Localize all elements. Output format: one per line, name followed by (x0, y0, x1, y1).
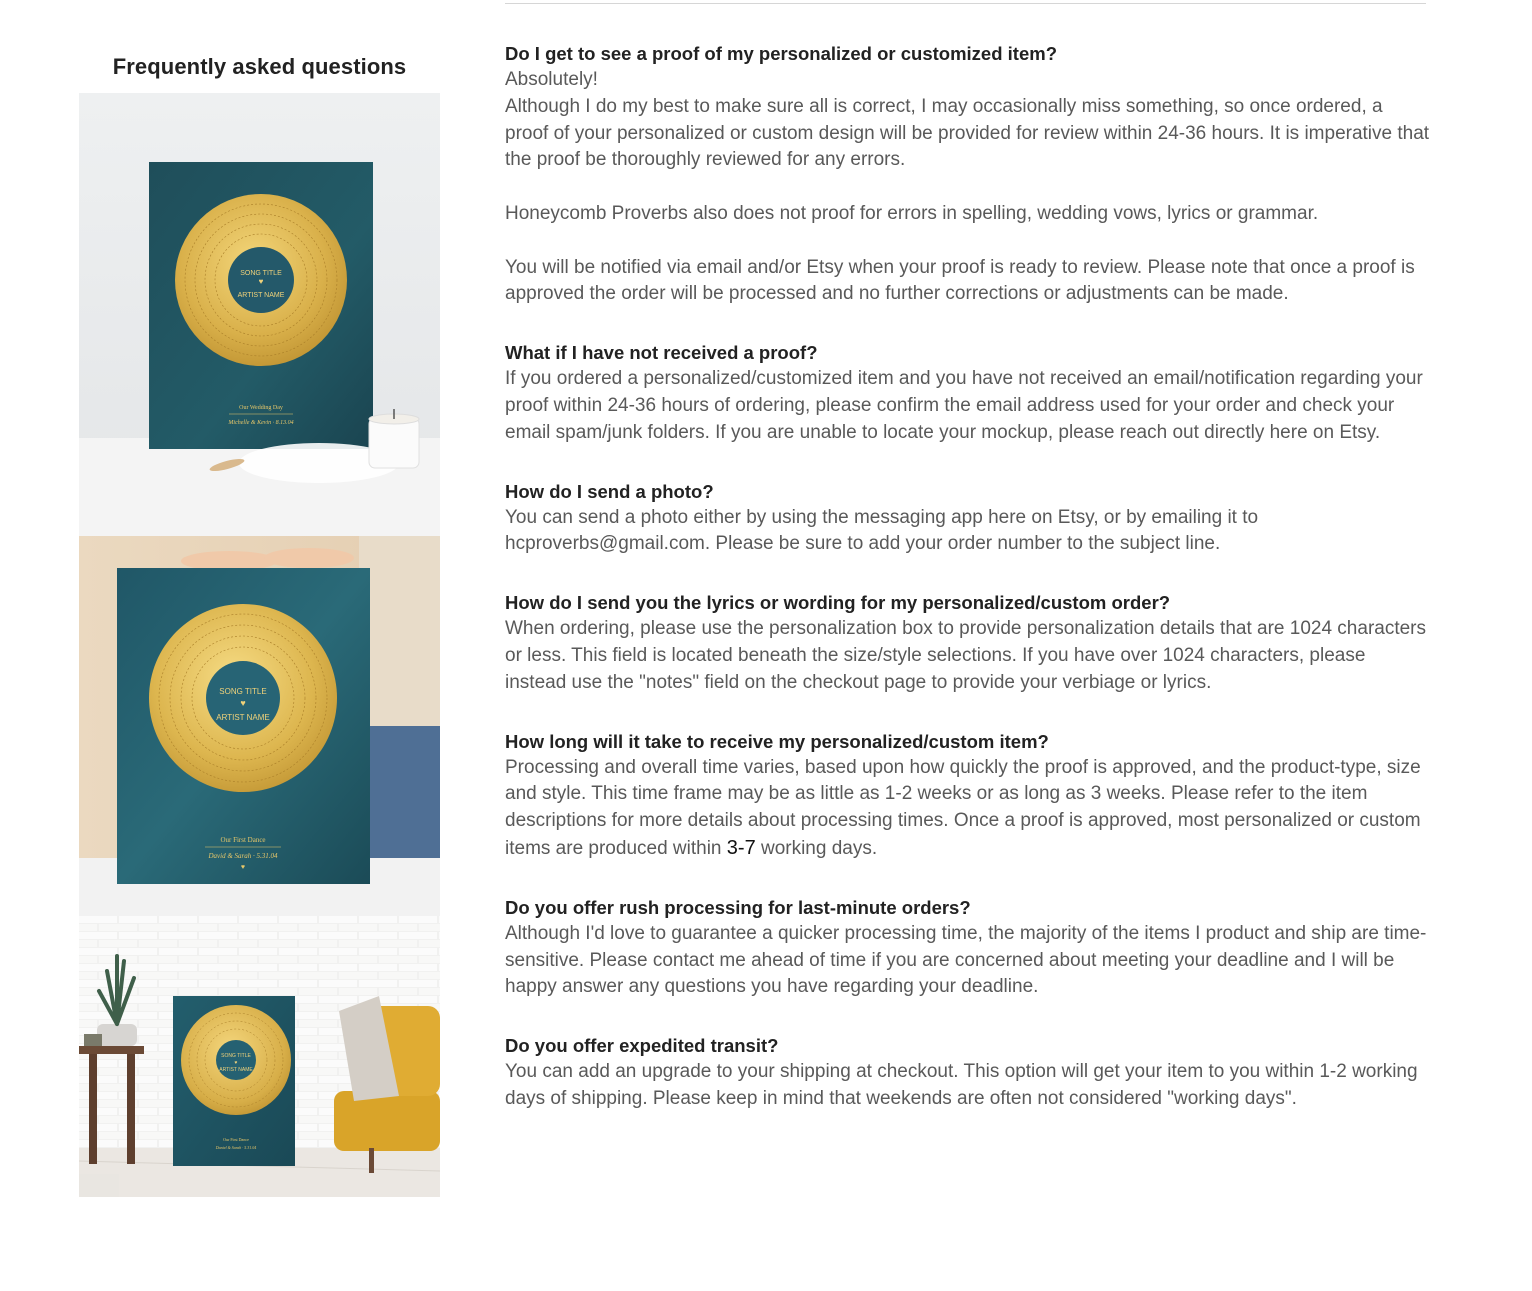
poster-song-title: SONG TITLE (240, 270, 282, 277)
faq-question: Do I get to see a proof of my personalized or customized item? (505, 43, 1058, 64)
poster-caption: Our Wedding Day (239, 405, 283, 411)
poster-names: Michelle & Kevin · 8.13.04 (228, 420, 294, 426)
faq-answer-paragraph: Absolutely! (505, 69, 598, 90)
product-photo-first-dance (79, 536, 440, 916)
faq-list (505, 40, 1430, 1144)
svg-text:♥: ♥ (240, 698, 246, 708)
faq-answer (505, 67, 1430, 308)
photo-gallery (79, 93, 440, 1197)
poster-song-title: SONG TITLE (221, 1053, 251, 1059)
poster-song-title: SONG TITLE (219, 687, 267, 696)
faq-item-send-lyrics (505, 589, 1430, 696)
faq-answer-text: working days. (755, 837, 878, 859)
faq-question: Do you offer expedited transit? (505, 1035, 779, 1057)
faq-answer-paragraph: Honeycomb Proverbs also does not proof for errors in spelling, wedding vows, lyrics or grammar. (505, 202, 1319, 224)
faq-item-rush (505, 894, 1430, 1001)
faq-answer-paragraph: You can send a photo either by using the messaging app here on Etsy, or by emailing it to hcproverbs@gmail.com. Please be sure to add your order number to the subject line. (505, 506, 1259, 555)
faq-question: How long will it take to receive my personalized/custom item? (505, 730, 1049, 752)
poster-artist-name: ARTIST NAME (237, 292, 285, 299)
product-photo-living-room (79, 916, 440, 1197)
faq-answer-paragraph (505, 755, 1430, 863)
faq-item-expedited (505, 1032, 1430, 1113)
faq-answer-paragraph: If you ordered a personalized/customized item and you have not received an email/notification regarding your proof within 24-36 hours of ordering, please confirm the email address used for your order and check your email spam/junk folders. If you are unable to locate your mockup, please reach out directly here on Etsy. (505, 368, 1423, 443)
faq-answer-text: Processing and overall time varies, based upon how quickly the proof is approved, and the product-type, size and style. This time frame may be as little as 1-2 weeks or as long as 3 weeks. Please refer to the item descriptions for more details about processing times. Once a proof is approved, most personalized or custom items are produced within (505, 756, 1421, 859)
faq-answer (505, 921, 1430, 1001)
poster-artist-name: ARTIST NAME (219, 1067, 253, 1073)
svg-text:♥: ♥ (234, 1060, 238, 1066)
faq-item-processing-time (505, 728, 1430, 863)
poster-names: Daniel & Sarah · 5.31.04 (215, 1145, 257, 1150)
product-photo-wedding-day (79, 93, 440, 536)
faq-heading: Frequently asked questions (112, 54, 407, 80)
poster-caption: Our First Dance (223, 1137, 249, 1142)
faq-answer (505, 616, 1430, 696)
faq-answer (505, 505, 1430, 559)
top-divider (505, 3, 1426, 4)
faq-answer-paragraph: Although I do my best to make sure all is correct, I may occasionally miss something, so once ordered, a proof of your personalized or custom design will be provided for review within 24-36 hours. It is imperative that the proof be thoroughly reviewed for any errors. (505, 95, 1430, 171)
faq-answer-highlight: 3-7 (726, 836, 756, 859)
faq-question: How do I send you the lyrics or wording for my personalized/custom order? (505, 592, 1171, 614)
faq-question: How do I send a photo? (505, 480, 714, 502)
faq-question: Do you offer rush processing for last-minute orders? (505, 896, 971, 918)
faq-answer-paragraph: When ordering, please use the personalization box to provide personalization details that are 1024 characters or less. This field is located beneath the size/style selections. If you have over 1024 characters, please instead use the "notes" field on the checkout page to provide your verbiage or lyrics. (505, 618, 1427, 693)
svg-text:♥: ♥ (258, 277, 264, 286)
faq-answer-paragraph: You will be notified via email and/or Etsy when your proof is ready to review. Please note that once a proof is approved the order will be processed and no further corrections or adjustments can be made. (505, 256, 1415, 305)
faq-item-send-photo (505, 478, 1430, 559)
faq-answer (505, 755, 1430, 863)
faq-item-proof (505, 40, 1430, 308)
poster-artist-name: ARTIST NAME (216, 713, 270, 722)
faq-answer-paragraph: Although I'd love to guarantee a quicker processing time, the majority of the items I product and ship are time-sensitive. Please contact me ahead of time if you are concerned about meeting your deadline and I will be happy answer any questions you have regarding your deadline. (505, 922, 1427, 998)
faq-answer (505, 366, 1430, 446)
faq-question: What if I have not received a proof? (505, 342, 818, 364)
faq-item-no-proof (505, 339, 1430, 446)
faq-answer-paragraph: You can add an upgrade to your shipping at checkout. This option will get your item to you within 1-2 working days of shipping. Please keep in mind that weekends are often not considered "working days". (505, 1061, 1418, 1109)
faq-answer (505, 1059, 1430, 1113)
poster-caption: Our First Dance (220, 836, 266, 844)
poster-names: David & Sarah · 5.31.04 (208, 852, 278, 860)
svg-text:♥: ♥ (240, 864, 246, 871)
